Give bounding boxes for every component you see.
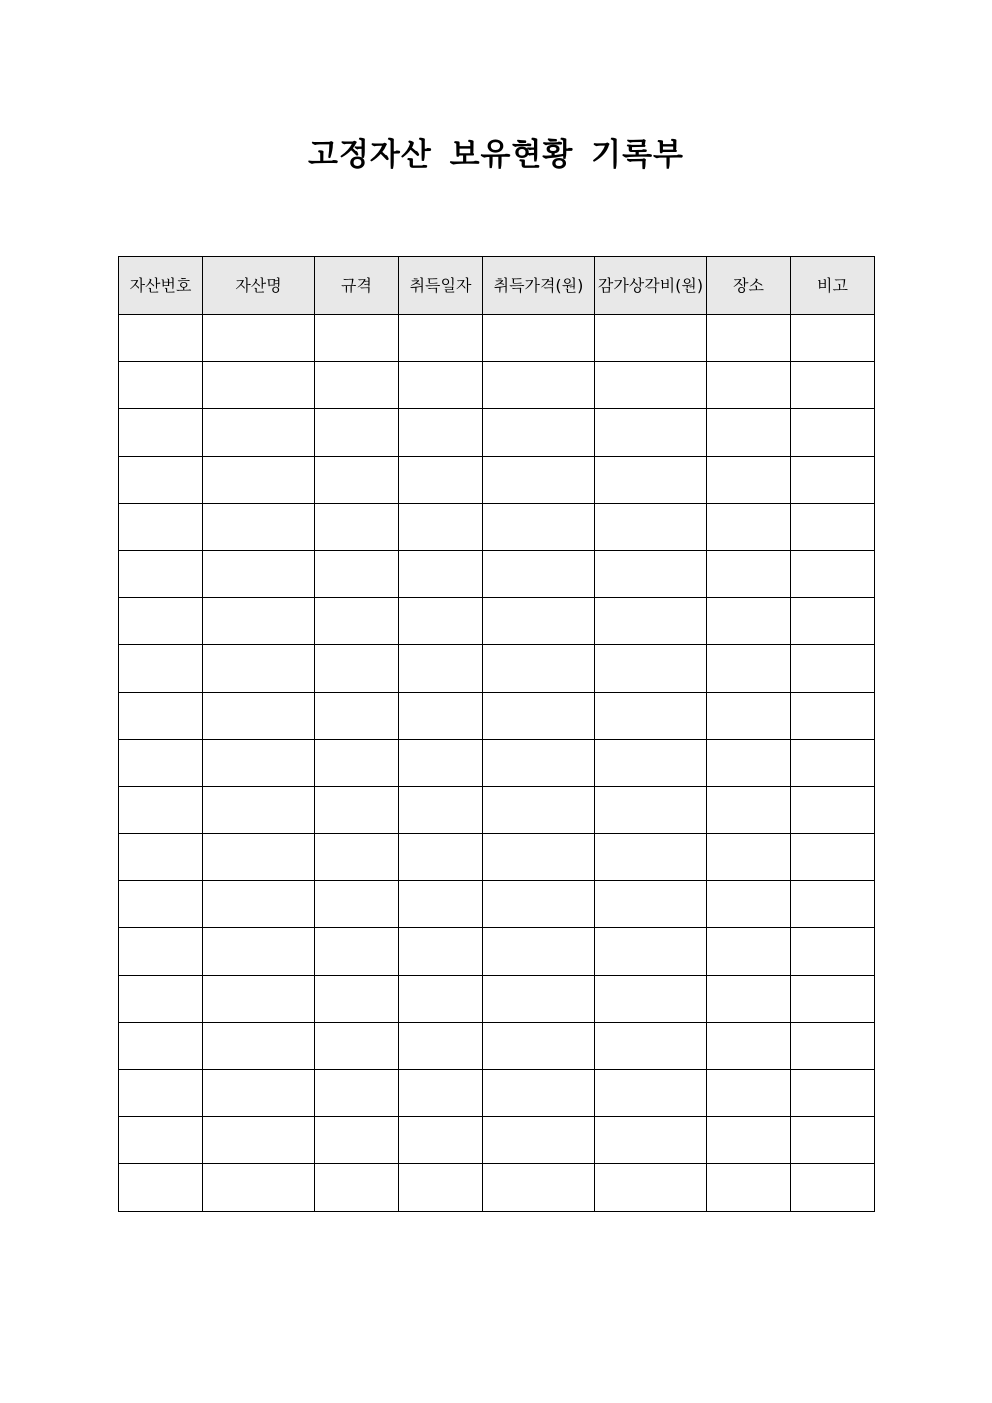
table-row — [119, 598, 875, 645]
table-cell[interactable] — [119, 598, 203, 645]
table-cell[interactable] — [483, 1117, 595, 1164]
table-cell[interactable] — [483, 503, 595, 550]
table-cell[interactable] — [791, 881, 875, 928]
table-cell[interactable] — [707, 1070, 791, 1117]
table-cell[interactable] — [203, 1117, 315, 1164]
table-cell[interactable] — [315, 739, 399, 786]
table-cell[interactable] — [399, 786, 483, 833]
table-row — [119, 834, 875, 881]
table-cell[interactable] — [399, 315, 483, 362]
table-cell[interactable] — [791, 1022, 875, 1069]
table-cell[interactable] — [483, 645, 595, 692]
page-title: 고정자산 보유현황 기록부 — [308, 137, 684, 173]
table-cell[interactable] — [203, 881, 315, 928]
table-cell[interactable] — [203, 739, 315, 786]
table-cell[interactable] — [399, 362, 483, 409]
table-cell[interactable] — [119, 409, 203, 456]
table-cell[interactable] — [791, 1070, 875, 1117]
table-cell[interactable] — [315, 975, 399, 1022]
table-cell[interactable] — [315, 1070, 399, 1117]
table-cell[interactable] — [707, 456, 791, 503]
table-row — [119, 1117, 875, 1164]
table-body — [119, 315, 875, 1212]
table-cell[interactable] — [399, 503, 483, 550]
table-cell[interactable] — [483, 692, 595, 739]
table-cell[interactable] — [791, 692, 875, 739]
table-cell[interactable] — [595, 834, 707, 881]
table-cell[interactable] — [203, 786, 315, 833]
table-cell[interactable] — [315, 550, 399, 597]
table-cell[interactable] — [315, 598, 399, 645]
table-cell[interactable] — [399, 550, 483, 597]
table-cell[interactable] — [399, 1070, 483, 1117]
table-cell[interactable] — [119, 1070, 203, 1117]
table-cell[interactable] — [119, 550, 203, 597]
table-row — [119, 409, 875, 456]
table-cell[interactable] — [399, 928, 483, 975]
table-cell[interactable] — [483, 409, 595, 456]
table-cell[interactable] — [791, 362, 875, 409]
column-header: 장소 — [707, 257, 791, 315]
table-cell[interactable] — [791, 1117, 875, 1164]
table-cell[interactable] — [119, 975, 203, 1022]
table-cell[interactable] — [399, 1117, 483, 1164]
table-cell[interactable] — [595, 645, 707, 692]
table-cell[interactable] — [399, 456, 483, 503]
table-cell[interactable] — [399, 692, 483, 739]
table-cell[interactable] — [595, 1117, 707, 1164]
table-cell[interactable] — [119, 315, 203, 362]
table-cell[interactable] — [203, 550, 315, 597]
table-cell[interactable] — [791, 739, 875, 786]
table-cell[interactable] — [399, 881, 483, 928]
table-row — [119, 503, 875, 550]
column-header: 규격 — [315, 257, 399, 315]
column-header: 취득일자 — [399, 257, 483, 315]
column-header: 자산번호 — [119, 257, 203, 315]
table-cell[interactable] — [791, 456, 875, 503]
table-cell[interactable] — [707, 1117, 791, 1164]
table-cell[interactable] — [483, 834, 595, 881]
table-cell[interactable] — [595, 362, 707, 409]
table-row — [119, 881, 875, 928]
table-cell[interactable] — [203, 645, 315, 692]
table-cell[interactable] — [791, 409, 875, 456]
table-cell[interactable] — [483, 928, 595, 975]
table-row — [119, 645, 875, 692]
table-row — [119, 1164, 875, 1211]
table-cell[interactable] — [707, 550, 791, 597]
table-cell[interactable] — [203, 598, 315, 645]
table-cell[interactable] — [707, 928, 791, 975]
table-row — [119, 456, 875, 503]
table-cell[interactable] — [203, 692, 315, 739]
table-cell[interactable] — [399, 645, 483, 692]
table-cell[interactable] — [483, 1022, 595, 1069]
table-cell[interactable] — [791, 834, 875, 881]
table-cell[interactable] — [119, 503, 203, 550]
table-row — [119, 362, 875, 409]
table-cell[interactable] — [483, 1164, 595, 1211]
table-cell[interactable] — [595, 928, 707, 975]
table-cell[interactable] — [595, 550, 707, 597]
table-cell[interactable] — [595, 315, 707, 362]
table-cell[interactable] — [315, 881, 399, 928]
table-cell[interactable] — [595, 598, 707, 645]
table-cell[interactable] — [119, 928, 203, 975]
table-cell[interactable] — [119, 881, 203, 928]
table-cell[interactable] — [399, 834, 483, 881]
column-header: 감가상각비(원) — [595, 257, 707, 315]
table-cell[interactable] — [707, 975, 791, 1022]
table-row — [119, 739, 875, 786]
table-cell[interactable] — [119, 362, 203, 409]
table-cell[interactable] — [595, 739, 707, 786]
table-cell[interactable] — [203, 456, 315, 503]
table-cell[interactable] — [483, 550, 595, 597]
table-cell[interactable] — [791, 786, 875, 833]
table-cell[interactable] — [399, 1164, 483, 1211]
table-cell[interactable] — [203, 1070, 315, 1117]
table-cell[interactable] — [203, 834, 315, 881]
table-cell[interactable] — [315, 692, 399, 739]
table-cell[interactable] — [399, 598, 483, 645]
table-cell[interactable] — [483, 598, 595, 645]
table-cell[interactable] — [483, 1070, 595, 1117]
table-cell[interactable] — [791, 598, 875, 645]
table-cell[interactable] — [399, 975, 483, 1022]
table-cell[interactable] — [791, 645, 875, 692]
table-cell[interactable] — [203, 1164, 315, 1211]
table-cell[interactable] — [315, 315, 399, 362]
table-cell[interactable] — [119, 1022, 203, 1069]
table-row — [119, 315, 875, 362]
table-cell[interactable] — [119, 1117, 203, 1164]
table-cell[interactable] — [203, 503, 315, 550]
table-cell[interactable] — [203, 315, 315, 362]
table-cell[interactable] — [399, 1022, 483, 1069]
table-cell[interactable] — [595, 975, 707, 1022]
table-cell[interactable] — [707, 881, 791, 928]
table-cell[interactable] — [595, 692, 707, 739]
table-cell[interactable] — [315, 645, 399, 692]
table-row — [119, 928, 875, 975]
table-cell[interactable] — [595, 1164, 707, 1211]
table-cell[interactable] — [483, 362, 595, 409]
table-cell[interactable] — [791, 1164, 875, 1211]
table-cell[interactable] — [707, 645, 791, 692]
column-header: 비고 — [791, 257, 875, 315]
table-row — [119, 1070, 875, 1117]
table-cell[interactable] — [203, 928, 315, 975]
table-row — [119, 1022, 875, 1069]
table-cell[interactable] — [707, 315, 791, 362]
table-cell[interactable] — [315, 834, 399, 881]
table-cell[interactable] — [315, 362, 399, 409]
table-cell[interactable] — [483, 456, 595, 503]
table-cell[interactable] — [119, 692, 203, 739]
table-cell[interactable] — [203, 975, 315, 1022]
table-cell[interactable] — [707, 834, 791, 881]
table-cell[interactable] — [707, 739, 791, 786]
table-cell[interactable] — [707, 598, 791, 645]
table-cell[interactable] — [203, 362, 315, 409]
table-cell[interactable] — [119, 786, 203, 833]
table-cell[interactable] — [483, 739, 595, 786]
table-cell[interactable] — [595, 786, 707, 833]
table-row — [119, 692, 875, 739]
table-cell[interactable] — [791, 975, 875, 1022]
table-cell[interactable] — [483, 975, 595, 1022]
table-cell[interactable] — [399, 739, 483, 786]
table-header-row — [119, 257, 875, 315]
table-cell[interactable] — [399, 409, 483, 456]
table-row — [119, 975, 875, 1022]
table-cell[interactable] — [119, 456, 203, 503]
table-cell[interactable] — [119, 739, 203, 786]
table-cell[interactable] — [119, 834, 203, 881]
table-row — [119, 786, 875, 833]
table-cell[interactable] — [315, 928, 399, 975]
table-cell[interactable] — [315, 1022, 399, 1069]
table-cell[interactable] — [595, 503, 707, 550]
table-cell[interactable] — [315, 409, 399, 456]
table-cell[interactable] — [791, 550, 875, 597]
table-cell[interactable] — [595, 409, 707, 456]
table-cell[interactable] — [119, 645, 203, 692]
table-cell[interactable] — [707, 362, 791, 409]
table-cell[interactable] — [315, 456, 399, 503]
table-row — [119, 550, 875, 597]
table-cell[interactable] — [791, 928, 875, 975]
table-cell[interactable] — [707, 1022, 791, 1069]
table-cell[interactable] — [203, 1022, 315, 1069]
table-cell[interactable] — [791, 315, 875, 362]
column-header: 자산명 — [203, 257, 315, 315]
table-cell[interactable] — [315, 1117, 399, 1164]
table-cell[interactable] — [315, 1164, 399, 1211]
table-cell[interactable] — [203, 409, 315, 456]
table-cell[interactable] — [315, 503, 399, 550]
table-cell[interactable] — [707, 1164, 791, 1211]
table-cell[interactable] — [595, 881, 707, 928]
table-cell[interactable] — [595, 456, 707, 503]
table-cell[interactable] — [707, 409, 791, 456]
table-cell[interactable] — [707, 786, 791, 833]
table-cell[interactable] — [483, 786, 595, 833]
table-cell[interactable] — [483, 315, 595, 362]
asset-table — [118, 256, 875, 1212]
column-header: 취득가격(원) — [483, 257, 595, 315]
table-cell[interactable] — [483, 881, 595, 928]
table-cell[interactable] — [707, 692, 791, 739]
table-cell[interactable] — [595, 1070, 707, 1117]
table-cell[interactable] — [315, 786, 399, 833]
table-cell[interactable] — [595, 1022, 707, 1069]
table-cell[interactable] — [119, 1164, 203, 1211]
table-cell[interactable] — [707, 503, 791, 550]
table-cell[interactable] — [791, 503, 875, 550]
